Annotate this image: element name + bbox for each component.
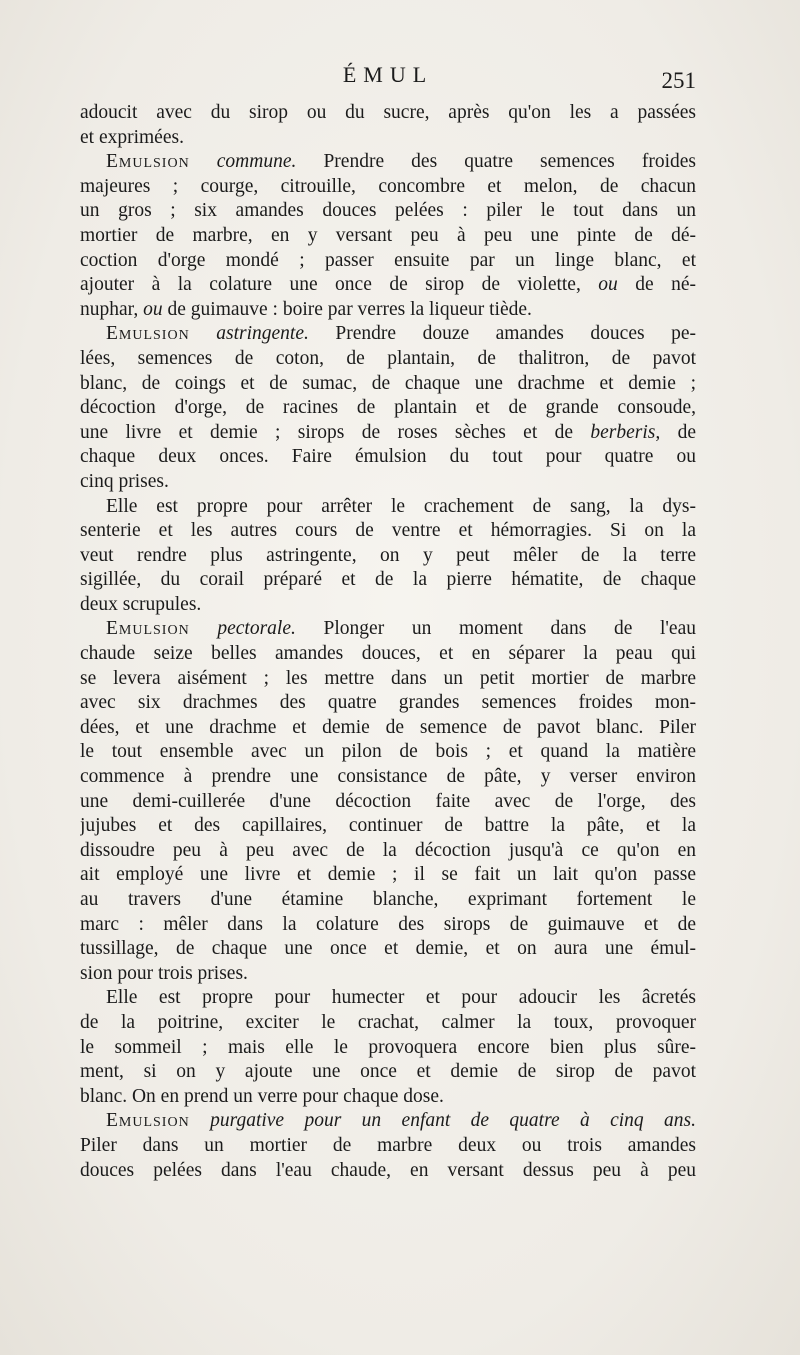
text-line: [80, 421, 696, 446]
line-text: Prendre des quatre semences froides: [296, 151, 696, 173]
line-text: ajouter à la colature une once de sirop de violette,: [80, 274, 599, 296]
text-line: [80, 1134, 696, 1159]
line-text: au travers d'une étamine blanche, exprimant fortement le: [80, 889, 696, 910]
line-text: tussillage, de chaque une once et demie, et on aura une émul-: [80, 938, 696, 960]
line-text: de la poitrine, exciter le crachat, calmer la toux, provoquer: [80, 1011, 696, 1033]
line-text: sigillée, du corail préparé et de la pierre hématite, de chaque: [80, 569, 696, 591]
text-line: [80, 1159, 696, 1184]
entry-heading: Emulsion: [106, 618, 190, 640]
body-text: [80, 101, 696, 1183]
text-line: [80, 913, 696, 938]
line-text: chaude seize belles amandes douces, et en séparer la peau qui: [80, 643, 696, 665]
text-line: [80, 101, 696, 126]
line-text: marc : mêler dans la colature des sirops de guimauve et de: [80, 913, 696, 935]
line-text: Prendre douze amandes douces pe-: [308, 323, 696, 345]
line-text: commence à prendre une consistance de pâte, y verser environ: [80, 766, 696, 788]
entry-heading: Emulsion: [106, 1110, 190, 1132]
text-line: [80, 273, 696, 298]
text-line: [80, 347, 696, 372]
line-text: une livre et demie ; sirops de roses sèches et de: [80, 421, 591, 443]
text-line: [80, 396, 696, 421]
text-line: [80, 519, 696, 544]
entry-heading: Emulsion: [106, 323, 190, 345]
page-number: 251: [661, 68, 696, 93]
entry-qualifier: pectorale.: [217, 618, 296, 640]
line-text: une demi-cuillerée d'une décoction faite avec de l'orge, des: [80, 790, 696, 812]
text-line: [80, 544, 696, 569]
text-line: [80, 1011, 696, 1036]
line-text: coction d'orge mondé ; passer ensuite par un linge blanc, et: [80, 249, 696, 271]
text-line: [80, 740, 696, 765]
entry-qualifier: astringente.: [216, 323, 309, 345]
entry-qualifier: purgative pour un enfant de quatre à cinq ans.: [210, 1110, 696, 1132]
text-line: [80, 642, 696, 667]
line-text: dissoudre peu à peu avec de la décoction jusqu'à ce qu'on en: [80, 839, 696, 861]
line-text: ait employé une livre et demie ; il se fait un lait qu'on passe: [80, 864, 696, 886]
running-head: ÉMUL: [342, 62, 434, 87]
italic-word: ou: [598, 274, 618, 296]
line-text: de né-: [617, 274, 696, 296]
line-text: blanc. On en prend un verre pour chaque dose.: [80, 1085, 444, 1107]
line-text: chaque deux onces. Faire émulsion du tout pour quatre ou: [80, 446, 696, 468]
line-text: avec six drachmes des quatre grandes semences froides mon-: [80, 692, 696, 714]
text-line: [80, 986, 696, 1011]
text-line: [80, 298, 696, 323]
text-line: [80, 495, 696, 520]
text-line: [80, 617, 696, 642]
line-text: Plonger un moment dans de l'eau: [295, 618, 696, 640]
text-line: [80, 765, 696, 790]
line-text: senterie et les autres cours de ventre et hémorragies. Si on la: [80, 520, 696, 542]
line-text: un gros ; six amandes douces pelées : piler le tout dans un: [80, 200, 696, 222]
line-text: dées, et une drachme et demie de semence de pavot blanc. Piler: [80, 716, 696, 738]
line-text: deux scrupules.: [80, 593, 202, 615]
italic-word: ou: [143, 298, 163, 320]
text-line: [80, 593, 696, 618]
line-text: cinq prises.: [80, 470, 169, 492]
text-line: [80, 372, 696, 397]
text-line: [80, 445, 696, 470]
line-text: le tout ensemble avec un pilon de bois ; et quand la matière: [80, 741, 696, 763]
text-line: [80, 790, 696, 815]
text-line: [80, 199, 696, 224]
italic-word: berberis,: [590, 421, 661, 443]
text-line: [80, 1085, 696, 1110]
text-line: [80, 716, 696, 741]
text-line: [80, 839, 696, 864]
line-text: sion pour trois prises.: [80, 962, 248, 984]
line-text: blanc, de coings et de sumac, de chaque une drachme et demie ;: [80, 372, 696, 394]
line-text: et exprimées.: [80, 126, 184, 148]
text-line: [80, 1109, 696, 1134]
line-text: jujubes et des capillaires, continuer de battre la pâte, et la: [80, 815, 696, 837]
text-line: [80, 322, 696, 347]
line-text: veut rendre plus astringente, on y peut mêler de la terre: [80, 544, 696, 566]
line-text: nuphar,: [80, 298, 144, 320]
text-line: [80, 814, 696, 839]
text-line: [80, 1060, 696, 1085]
line-text: de: [660, 421, 696, 443]
line-text: ment, si on y ajoute une once et demie de sirop de pavot: [80, 1061, 696, 1083]
line-text: douces pelées dans l'eau chaude, en versant dessus peu à peu: [80, 1159, 696, 1181]
text-line: [80, 962, 696, 987]
line-text: de guimauve : boire par verres la liqueur tiède.: [162, 298, 532, 320]
text-line: [80, 1036, 696, 1061]
line-text: Elle est propre pour arrêter le crachement de sang, la dys-: [106, 495, 696, 517]
text-line: [80, 888, 696, 913]
text-line: [80, 863, 696, 888]
line-text: se levera aisément ; les mettre dans un petit mortier de marbre: [80, 667, 696, 689]
text-line: [80, 175, 696, 200]
text-line: [80, 249, 696, 274]
text-line: [80, 126, 696, 151]
text-line: [80, 568, 696, 593]
line-text: Elle est propre pour humecter et pour adoucir les âcretés: [106, 987, 696, 1009]
line-text: décoction d'orge, de racines de plantain et de grande consoude,: [80, 397, 696, 419]
entry-heading: Emulsion: [106, 151, 190, 173]
page-header: [80, 62, 696, 102]
text-line: [80, 667, 696, 692]
text-line: [80, 937, 696, 962]
text-line: [80, 224, 696, 249]
line-text: lées, semences de coton, de plantain, de thalitron, de pavot: [80, 347, 696, 369]
line-text: mortier de marbre, en y versant peu à peu une pinte de dé-: [80, 224, 696, 246]
text-line: [80, 150, 696, 175]
entry-qualifier: commune.: [216, 151, 297, 173]
text-line: [80, 691, 696, 716]
line-text: majeures ; courge, citrouille, concombre et melon, de chacun: [80, 175, 696, 197]
line-text: Piler dans un mortier de marbre deux ou trois amandes: [80, 1134, 696, 1156]
line-text: adoucit avec du sirop ou du sucre, après qu'on les a passées: [80, 102, 696, 123]
text-line: [80, 470, 696, 495]
line-text: le sommeil ; mais elle le provoquera encore bien plus sûre-: [80, 1036, 696, 1058]
